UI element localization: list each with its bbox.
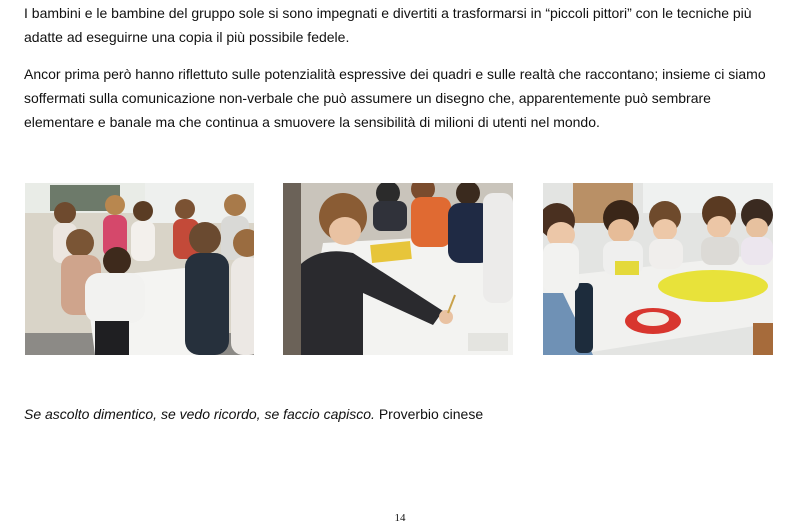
photo-boy-drawing <box>283 183 513 355</box>
intro-paragraph: I bambini e le bambine del gruppo sole si sono impegnati e divertiti a trasformarsi in “piccoli pittori” con le tecniche più adatte ad eseguirne una copia il più possibile fedele. <box>24 5 752 45</box>
proverb-quote <box>24 404 483 424</box>
page-number: 14 <box>394 512 406 524</box>
reflection-paragraph: Ancor prima però hanno riflettuto sulle potenzialità espressive dei quadri e sulle realtà che raccontano; insieme ci siamo soffermati sulla comunicazione non-verbale che può assumere un disegno che, apparentemente può sembrare elementare e banale ma che continua a smuovere la sensibilità di milioni di utenti nel mondo. <box>24 66 766 130</box>
photo-children-yellow-painting <box>543 183 773 355</box>
proverb-attribution: Proverbio cinese <box>374 406 484 422</box>
proverb-text: Se ascolto dimentico, se vedo ricordo, se faccio capisco. <box>24 406 375 422</box>
photo-children-drawing-group <box>25 183 254 355</box>
